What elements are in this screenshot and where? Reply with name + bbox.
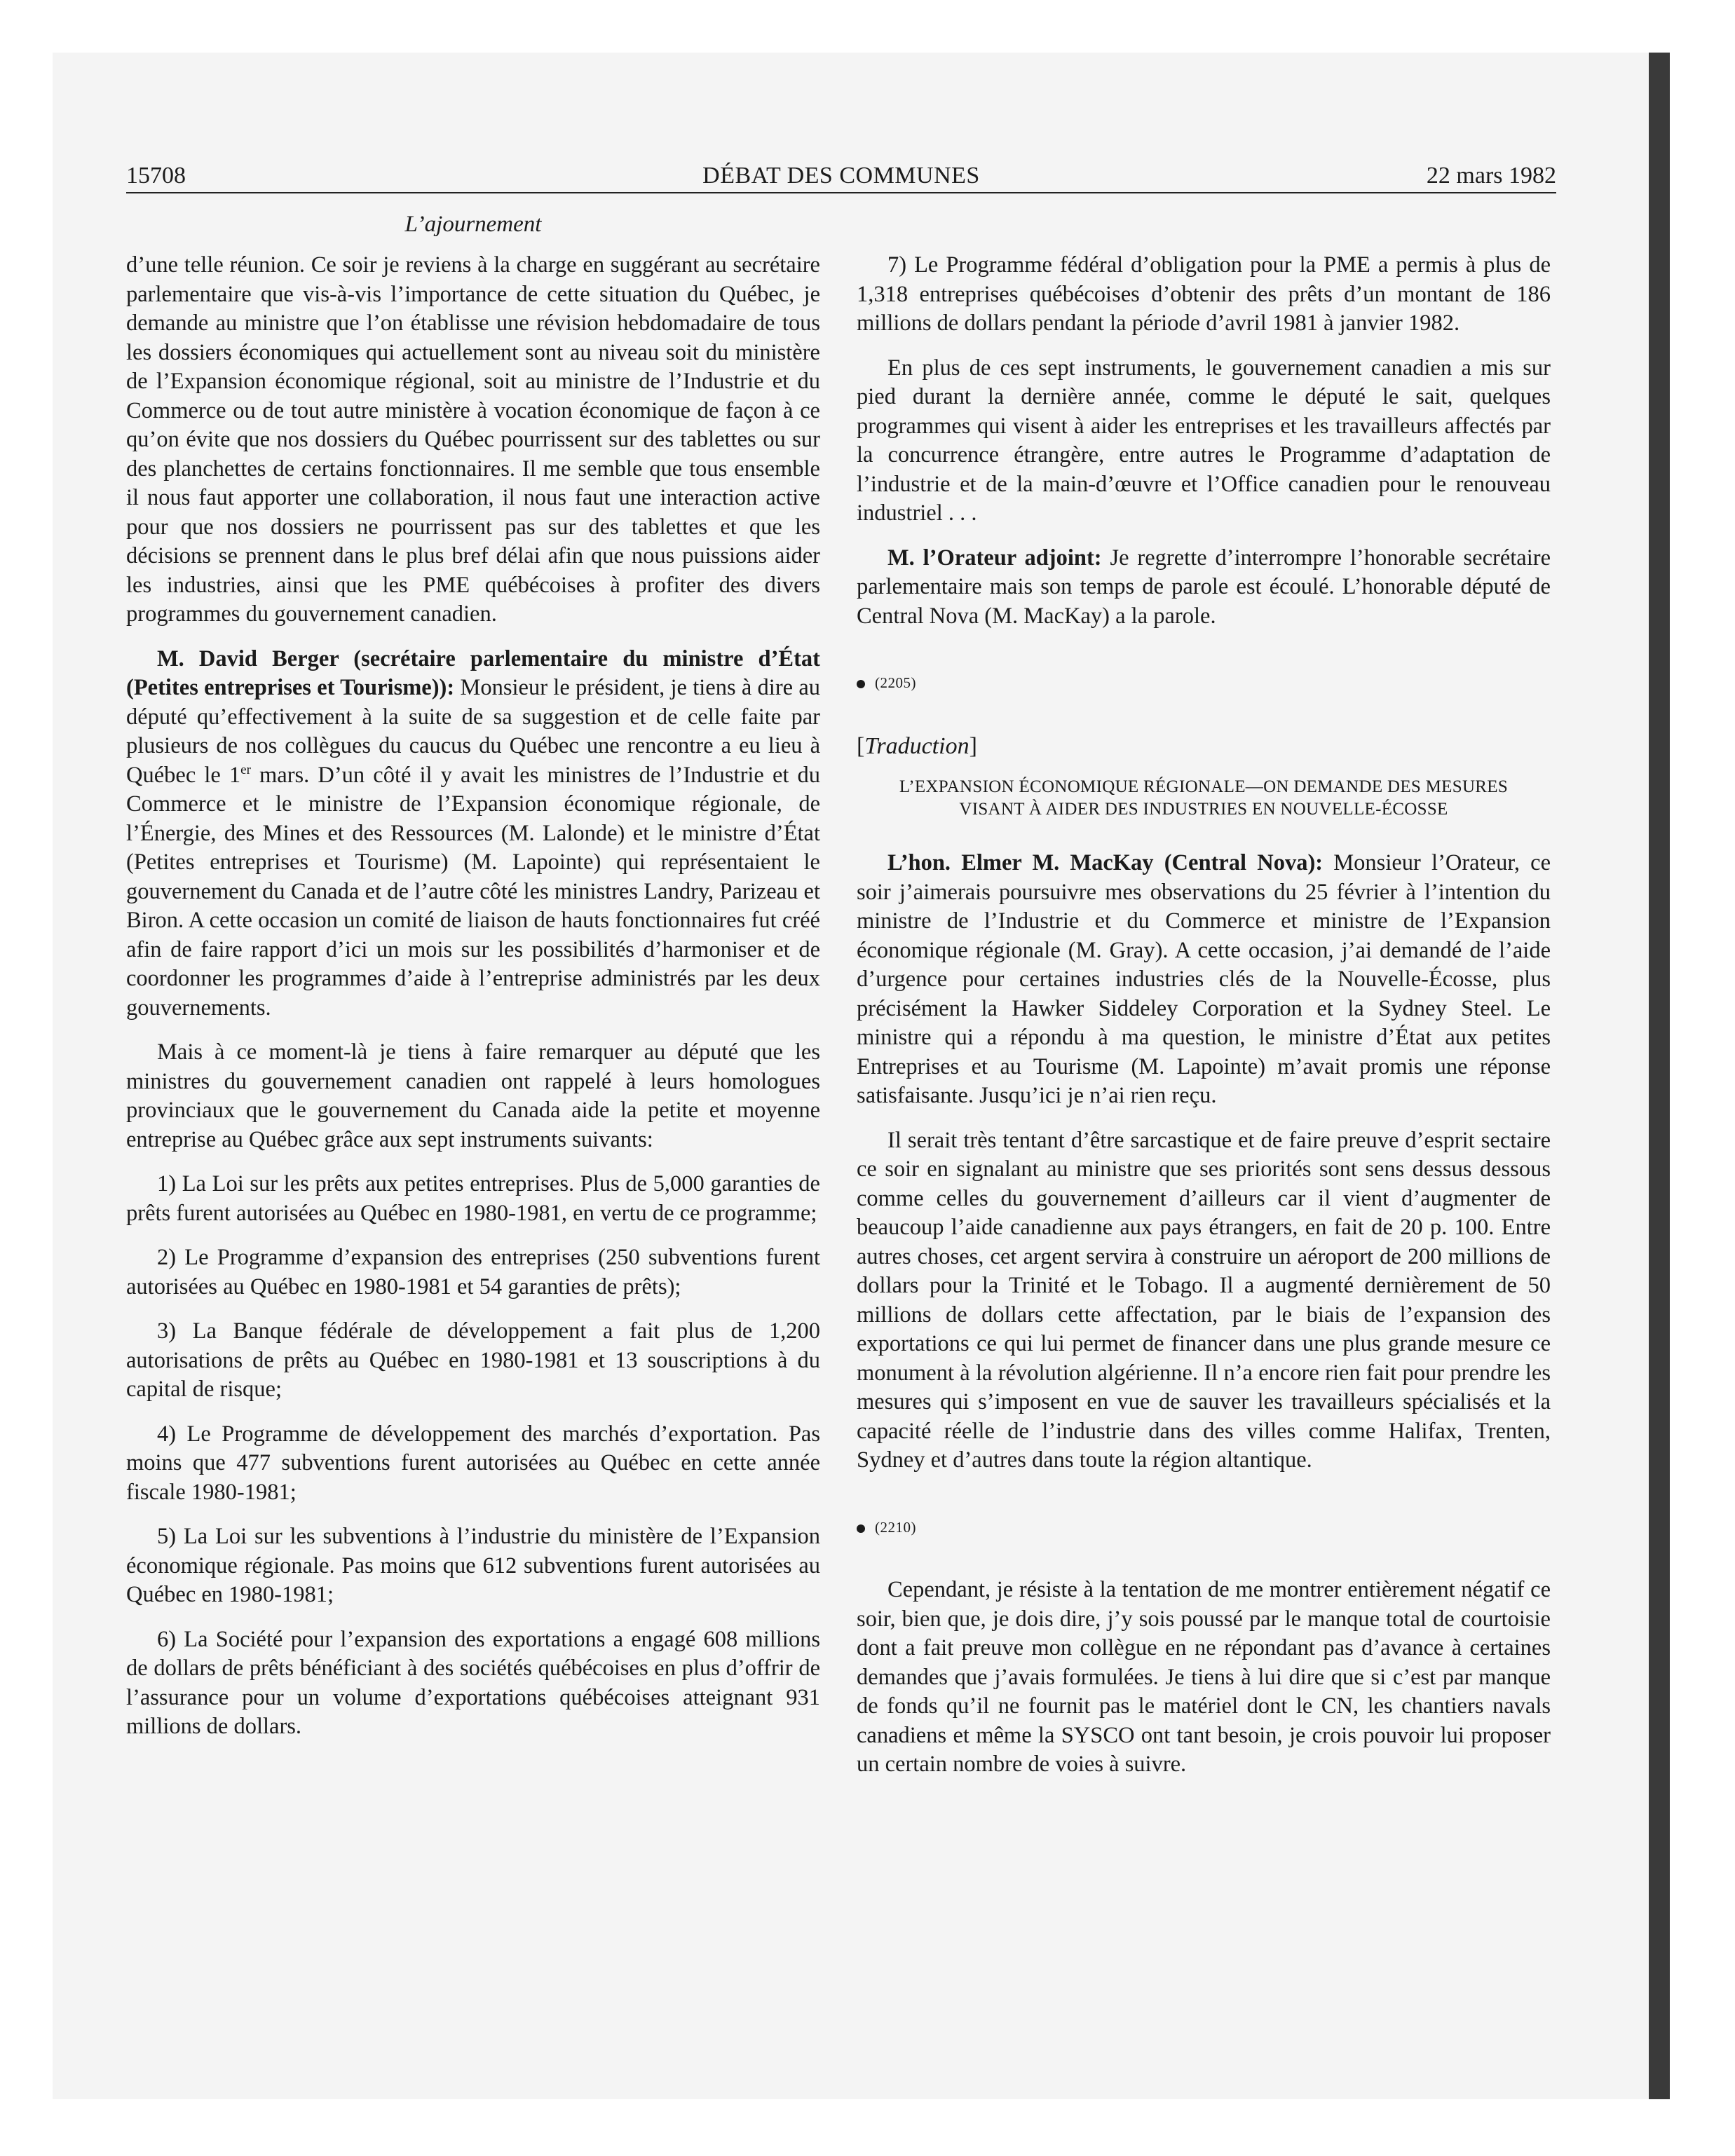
paragraph: Mais à ce moment-là je tiens à faire remarquer au député que les ministres du gouvernement canadien ont rappelé à leurs homologues provinciaux que le gouvernement du Canada aide la petite et moyenne entreprise au Québec grâce aux sept instruments suivants: xyxy=(126,1039,820,1152)
superscript: er xyxy=(240,762,251,777)
page-number: 15708 xyxy=(126,163,186,189)
scan-edge-bar xyxy=(1649,53,1670,2099)
left-column xyxy=(126,251,820,1757)
list-item: 5) La Loi sur les subventions à l’industrie du ministère de l’Expansion économique régionale. Pas moins que 612 subventions furent autorisées au Québec en 1980-1981; xyxy=(126,1524,820,1607)
bullet-icon xyxy=(857,1524,865,1533)
speech-paragraph xyxy=(857,849,1551,1111)
running-head: L’ajournement xyxy=(404,212,542,237)
page-header xyxy=(126,160,1556,193)
time-marker-label: (2210) xyxy=(875,1518,916,1536)
paragraph: d’une telle réunion. Ce soir je reviens à la charge en suggérant au secrétaire parlementaire que vis-à-vis l’importance de cette situation du Québec, je demande au ministre que l’on établisse une révision hebdomadaire de tous les dossiers économiques qui actuellement sont au niveau soit du ministère de l’Expansion économique régional, soit au ministre de l’Industrie et du Commerce ou de tout autre ministère à vocation économique de façon à ce qu’on évite que nos dossiers du Québec pourrissent sur des tablettes ou sur des planchettes de certains fonctionnaires. Il me semble que tous ensemble il nous faut apporter une collaboration, il nous faut une interaction active pour que nos dossiers ne pourrissent pas sur des tablettes et que les décisions se prennent dans le plus bref délai afin que nous puissions aider les industries, ainsi que les PME québécoises à profiter des divers programmes du gouvernement canadien. xyxy=(126,252,820,627)
list-item: 2) Le Programme d’expansion des entreprises (250 subventions furent autorisées au Québec en 1980-1981 et 54 garanties de prêts); xyxy=(126,1245,820,1299)
speech-text: Monsieur l’Orateur, ce soir j’aimerais poursuivre mes observations du 25 février à l’intention du ministre de l’Industrie et du Commerce et ministre de l’Expansion économique régionale (M. Gray). A cette occasion, j’ai demandé de l’aide d’urgence pour certaines industries clés de la Nouvelle-Écosse, plus précisément la Hawker Siddeley Corporation et la Sydney Steel. Le ministre qui a répondu à ma question, le ministre d’État aux petites Entreprises et au Tourisme (M. Lapointe) m’avait promis une réponse satisfaisante. Jusqu’ici je n’ai rien reçu. xyxy=(857,850,1551,1108)
list-item: 7) Le Programme fédéral d’obligation pour la PME a permis à plus de 1,318 entreprises québécoises d’obtenir des prêts d’un montant de 186 millions de dollars pendant la période d’avril 1981 à janvier 1982. xyxy=(857,252,1551,336)
translation-note-label: Traduction xyxy=(864,732,969,759)
speaker-name: L’hon. Elmer M. MacKay (Central Nova): xyxy=(887,850,1324,875)
section-heading: L’EXPANSION ÉCONOMIQUE RÉGIONALE—ON DEMANDE DES MESURES VISANT À AIDER DES INDUSTRIES EN NOUVELLE-ÉCOSSE xyxy=(899,777,1509,819)
speaker-name: M. l’Orateur adjoint: xyxy=(887,545,1102,571)
paragraph: Cependant, je résiste à la tentation de me montrer entièrement négatif ce soir, bien que, je dois dire, j’y sois poussé par le manque total de courtoisie dont a fait preuve mon collègue en ne répondant pas d’avance à certaines demandes que j’avais formulées. Je tiens à lui dire que si c’est par manque de fonds qu’il ne fournit pas le matériel dont le CN, les chantiers navals canadiens et même la SYSCO ont tant besoin, je crois pouvoir lui proposer un certain nombre de voies à suivre. xyxy=(857,1577,1551,1777)
translation-bracket-close: ] xyxy=(969,732,977,759)
time-marker-label: (2205) xyxy=(875,674,916,691)
speech-paragraph xyxy=(857,544,1551,632)
speaker-name: M. David Berger (secrétaire parlementaire du ministre d’État (Petites entreprises et Tourisme)): xyxy=(126,646,820,700)
time-marker xyxy=(857,669,1551,698)
publication-date: 22 mars 1982 xyxy=(1426,163,1556,189)
right-column xyxy=(857,251,1551,1795)
list-item: 4) Le Programme de développement des marchés d’exportation. Pas moins que 477 subventions furent autorisées au Québec en cette année fiscale 1980-1981; xyxy=(126,1421,820,1505)
speech-paragraph xyxy=(126,645,820,1023)
paragraph: En plus de ces sept instruments, le gouvernement canadien a mis sur pied durant la dernière année, comme le député le sait, quelques programmes qui visent à aider les entreprises et les travailleurs affectés par la concurrence étrangère, entre autres le Programme d’adaptation de l’industrie et de la main-d’œuvre et l’Office canadien pour le renouveau industriel . . . xyxy=(857,355,1551,526)
translation-bracket-open: [ xyxy=(857,732,865,759)
bullet-icon xyxy=(857,680,865,688)
list-item: 3) La Banque fédérale de développement a fait plus de 1,200 autorisations de prêts au Québec en 1980-1981 et 13 souscriptions à du capital de risque; xyxy=(126,1318,820,1402)
speech-text: Monsieur le président, je tiens à dire au député qu’effectivement à la suite de sa suggestion et de celle faite par plusieurs de nos collègues du caucus du Québec une rencontre a eu lieu à Québec le 1 xyxy=(126,675,820,788)
translation-note xyxy=(857,732,1551,761)
speech-text: mars. D’un côté il y avait les ministres de l’Industrie et du Commerce et le ministre de l’Expansion économique régionale, de l’Énergie, des Mines et des Ressources (M. Lalonde) et le ministre d’État (Petites entreprises et Tourisme) (M. Lapointe) qui représentaient le gouvernement du Canada et de l’autre côté les ministres Landry, Parizeau et Biron. A cette occasion un comité de liaison de hauts fonctionnaires fut créé afin de faire rapport d’ici un mois sur les possibilités d’harmoniser et de coordonner les programmes d’aide à l’entreprise administrés par les deux gouvernements. xyxy=(126,762,820,1021)
paragraph: Il serait très tentant d’être sarcastique et de faire preuve d’esprit sectaire ce soir en signalant au ministre que ses priorités sont sens dessus dessous comme celles du gouvernement d’ailleurs car il vient d’augmenter de beaucoup l’aide canadienne aux pays étrangers, en fait de 20 p. 100. Entre autres choses, cet argent servira à construire un aéroport de 200 millions de dollars pour la Trinité et le Tobago. Il a augmenté dernièrement de 50 millions de dollars cette affectation, par le biais de l’expansion des exportations ce qui lui permet de financer dans une plus grande mesure ce monument à la révolution algérienne. Il n’a encore rien fait pour prendre les mesures qui s’imposent en vue de sauver les travailleurs spécialisés et la capacité réelle de l’industrie dans des villes comme Halifax, Trenten, Sydney et d’autres dans toute la région altantique. xyxy=(857,1127,1551,1473)
list-item: 6) La Société pour l’expansion des exportations a engagé 608 millions de dollars de prêts bénéficiant à des sociétés québécoises en plus d’offrir de l’assurance pour un volume d’exportations québécoises atteignant 931 millions de dollars. xyxy=(126,1626,820,1739)
time-marker xyxy=(857,1513,1551,1543)
list-item: 1) La Loi sur les prêts aux petites entreprises. Plus de 5,000 garanties de prêts furent autorisées au Québec en 1980-1981, en vertu de ce programme; xyxy=(126,1171,820,1226)
speech-text: Je regrette d’interrompre l’honorable secrétaire parlementaire mais son temps de parole est écoulé. L’honorable député de Central Nova (M. MacKay) a la parole. xyxy=(857,545,1551,629)
publication-title: DÉBAT DES COMMUNES xyxy=(702,163,980,189)
